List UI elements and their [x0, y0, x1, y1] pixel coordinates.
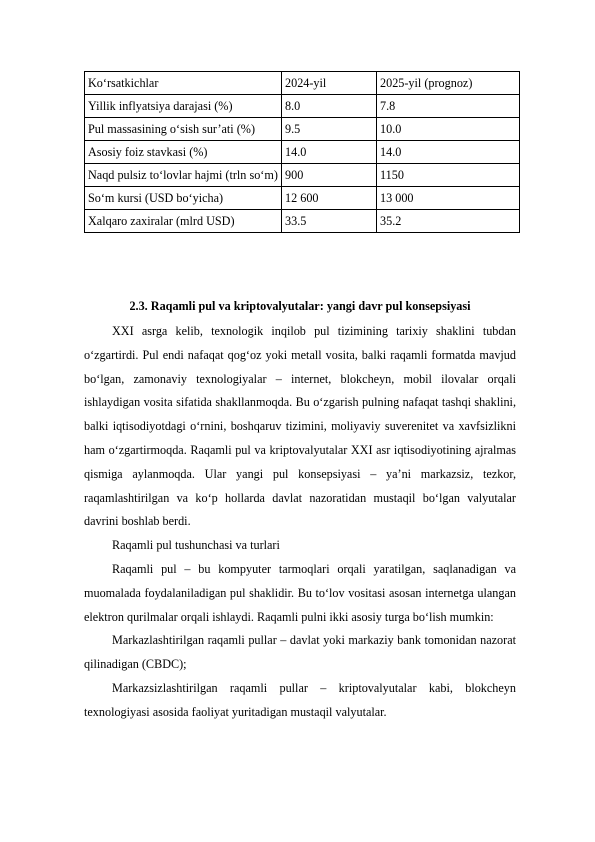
section-heading: 2.3. Raqamli pul va kriptovalyutalar: yangi davr pul konsepsiyasi	[129, 299, 471, 313]
header-cell-indicator: Ko‘rsatkichlar	[85, 72, 282, 95]
table-cell-value-2024: 33.5	[282, 210, 377, 233]
section-body	[84, 320, 516, 725]
table-cell-value-2025: 35.2	[377, 210, 520, 233]
table-cell-indicator: Asosiy foiz stavkasi (%)	[85, 141, 282, 164]
indicators-table	[84, 71, 520, 233]
paragraph-centralized: Markazlashtirilgan raqamli pullar – davlat yoki markaziy bank tomonidan nazorat qilinadigan (CBDC);	[84, 633, 516, 672]
paragraph-intro: XXI asrga kelib, texnologik inqilob pul tizimining tarixiy shaklini tubdan o‘zgartirdi. Pul endi nafaqat qog‘oz yoki metall vosita, balki raqamli formatda mavjud bo‘lgan, zamonaviy texnologiyalar – internet, blokcheyn, mobil ilovalar orqali ishlaydigan vosita sifatida shakllanmoqda. Bu o‘zgarish pulning nafaqat tashqi shaklini, balki iqtisodiyotdagi o‘rnini, boshqaruv tizimini, moliyaviy suverenitet va xavfsizlikni ham o‘zgartirmoqda. Raqamli pul va kriptovalyutalar XXI asr iqtisodiyotining ajralmas qismiga aylanmoqda. Ular yangi pul konsepsiyasi – ya’ni markazsiz, tezkor, raqamlashtirilgan va ko‘p hollarda davlat nazoratidan mustaqil bo‘lgan valyutalar davrini boshlab berdi.	[84, 324, 516, 529]
paragraph-definition: Raqamli pul – bu kompyuter tarmoqlari orqali yaratilgan, saqlanadigan va muomalada foydalaniladigan pul shaklidir. Bu to‘lov vositasi asosan internetga ulangan elektron qurilmalar orqali ishlaydi. Raqamli pulni ikki asosiy turga bo‘lish mumkin:	[84, 561, 516, 624]
table-cell-value-2024: 12 600	[282, 187, 377, 210]
table-header-row	[85, 72, 520, 95]
table-cell-indicator: Xalqaro zaxiralar (mlrd USD)	[85, 210, 282, 233]
table-cell-indicator: Naqd pulsiz to‘lovlar hajmi (trln so‘m)	[85, 164, 282, 187]
table-cell-indicator: So‘m kursi (USD bo‘yicha)	[85, 187, 282, 210]
table-cell-value-2024: 900	[282, 164, 377, 187]
paragraph-subheading: Raqamli pul tushunchasi va turlari	[112, 538, 280, 553]
table-row	[85, 187, 520, 210]
table-cell-value-2025: 1150	[377, 164, 520, 187]
table-cell-value-2025: 10.0	[377, 118, 520, 141]
table-row	[85, 141, 520, 164]
paragraph-decentralized: Markazsizlashtirilgan raqamli pullar – kriptovalyutalar kabi, blokcheyn texnologiyasi asosida faoliyat yuritadigan mustaqil valyutalar.	[84, 680, 516, 719]
table-row	[85, 210, 520, 233]
table-row	[85, 95, 520, 118]
table-cell-indicator: Yillik inflyatsiya darajasi (%)	[85, 95, 282, 118]
table-cell-value-2024: 14.0	[282, 141, 377, 164]
header-cell-2024: 2024-yil	[282, 72, 377, 95]
table-cell-value-2025: 7.8	[377, 95, 520, 118]
table-cell-value-2024: 9.5	[282, 118, 377, 141]
table-cell-indicator: Pul massasining o‘sish sur’ati (%)	[85, 118, 282, 141]
table-cell-value-2025: 14.0	[377, 141, 520, 164]
table-row	[85, 118, 520, 141]
header-cell-2025: 2025-yil (prognoz)	[377, 72, 520, 95]
table-cell-value-2024: 8.0	[282, 95, 377, 118]
table-row	[85, 164, 520, 187]
table-cell-value-2025: 13 000	[377, 187, 520, 210]
